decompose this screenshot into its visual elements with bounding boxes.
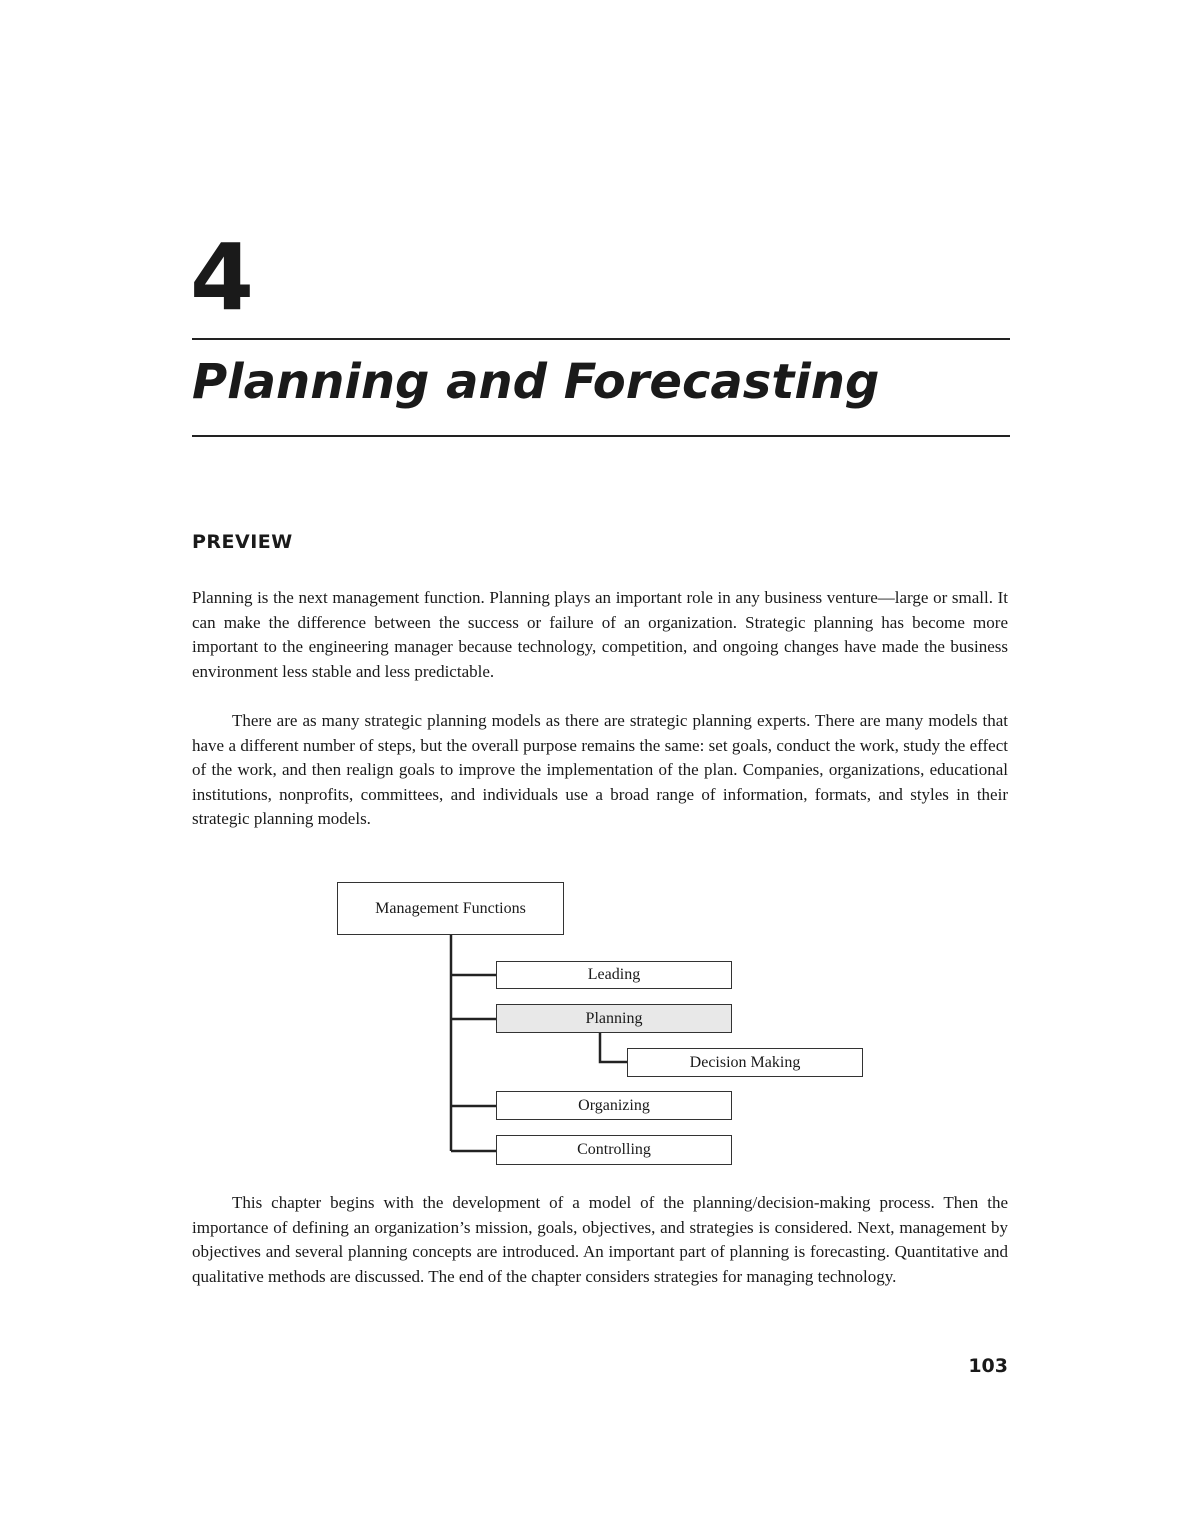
page-number: 103: [968, 1355, 1008, 1377]
branch-line-decision-making: [600, 1033, 628, 1062]
title-rule-top: [192, 338, 1010, 340]
diagram-node-planning: Planning: [496, 1004, 732, 1033]
diagram-node-leading: Leading: [496, 961, 732, 989]
diagram-node-organizing: Organizing: [496, 1091, 732, 1120]
chapter-number: 4: [190, 224, 255, 331]
preview-paragraph-1: Planning is the next management function. Planning plays an important role in any business venture—large or small. It can make the difference between the success or failure of an organization. Strategic planning has become more important to the engineering manager because technology, competition, and ongoing changes have made the business environment less stable and less predictable.: [192, 588, 1008, 681]
preview-heading: PREVIEW: [192, 531, 293, 553]
preview-paragraph-3: This chapter begins with the development of a model of the planning/decision-making process. Then the importance of defining an organization’s mission, goals, objectives, and strategies is considered. Next, management by objectives and several planning concepts are introduced. An important part of planning is forecasting. Quantitative and qualitative methods are discussed. The end of the chapter considers strategies for managing technology.: [192, 1193, 1008, 1286]
preview-paragraph-2: There are as many strategic planning models as there are strategic planning experts. There are many models that have a different number of steps, but the overall purpose remains the same: set goals, conduct the work, study the effect of the work, and then realign goals to improve the implementation of the plan. Companies, organizations, educational institutions, nonprofits, committees, and individuals use a broad range of information, formats, and styles in their strategic planning models.: [192, 711, 1008, 829]
diagram-node-management-functions: Management Functions: [337, 882, 564, 935]
chapter-title: Planning and Forecasting: [192, 354, 880, 410]
title-rule-bottom: [192, 435, 1010, 437]
diagram-node-decision-making: Decision Making: [627, 1048, 863, 1077]
diagram-node-controlling: Controlling: [496, 1135, 732, 1165]
